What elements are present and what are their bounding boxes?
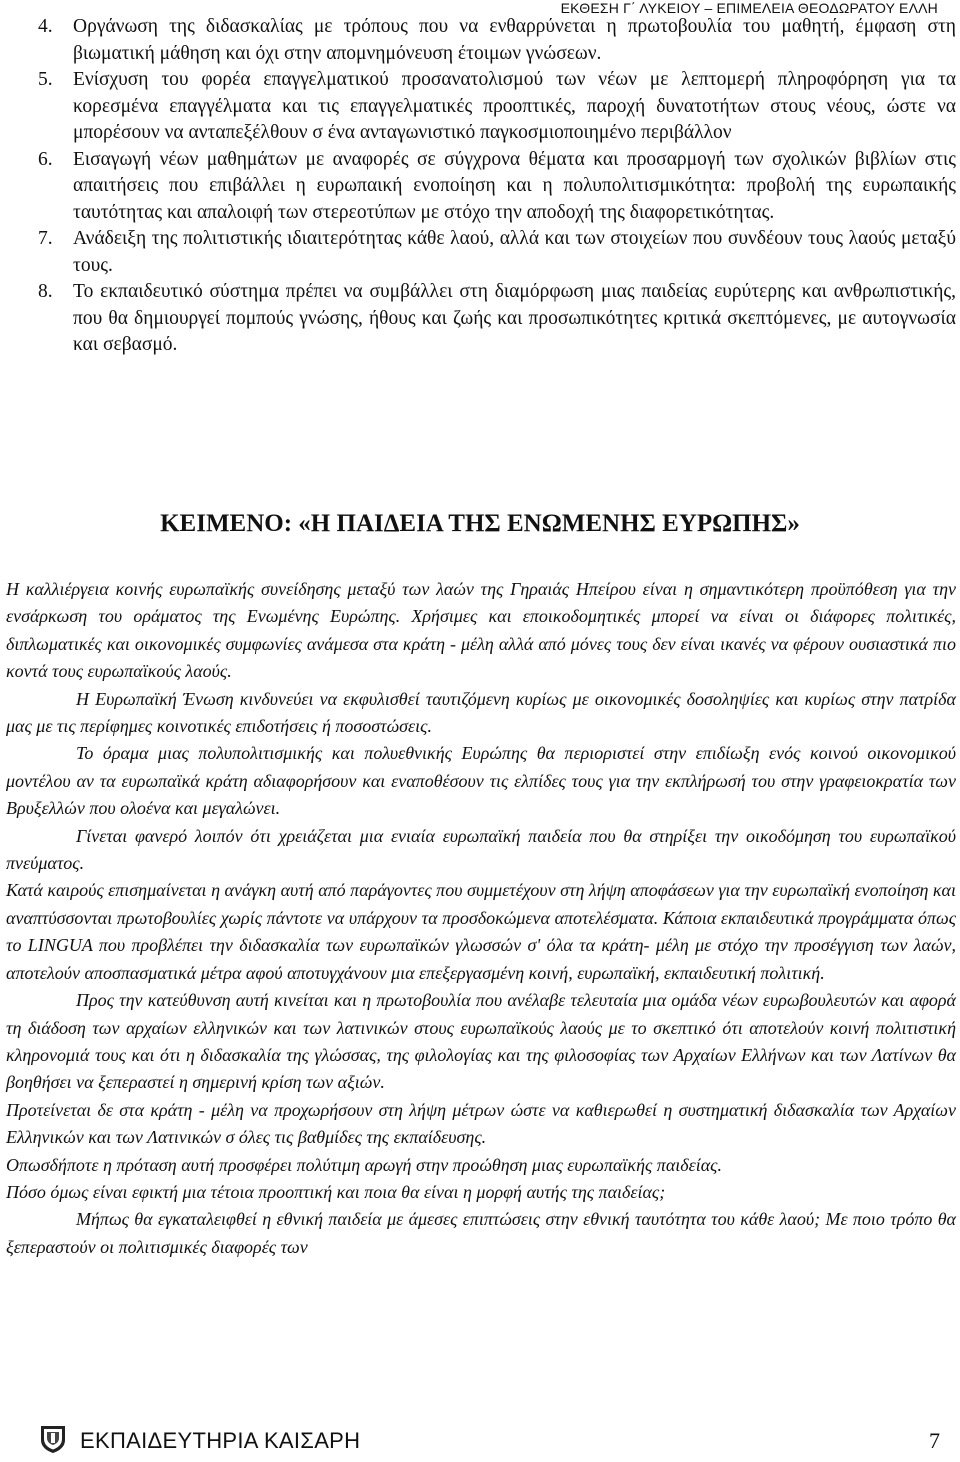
paragraph: Πόσο όμως είναι εφικτή μια τέτοια προοπτική και ποια θα είναι η μορφή αυτής της παιδείας; <box>6 1181 666 1202</box>
emblem-logo-icon <box>38 1424 68 1454</box>
list-text: Ανάδειξη της πολιτιστικής ιδιαιτερότητας κάθε λαού, αλλά και των στοιχείων που συνδέουν τους λαούς μεταξύ τους. <box>73 228 956 276</box>
list-item <box>38 14 956 67</box>
paragraph: Οπωσδήποτε η πρόταση αυτή προσφέρει πολύτιμη αρωγή στην προώθηση μιας ευρωπαϊκής παιδείας. <box>6 1154 722 1175</box>
page-number: 7 <box>929 1428 940 1453</box>
measures-list <box>38 14 956 359</box>
running-header: ΕΚΘΕΣΗ Γ΄ ΛΥΚΕΙΟΥ – ΕΠΙΜΕΛΕΙΑ ΘΕΟΔΩΡΑΤΟΥ ΕΛΛΗ <box>560 0 938 16</box>
list-text: Το εκπαιδευτικό σύστημα πρέπει να συμβάλλει στη διαμόρφωση μιας παιδείας ευρύτερης και ανθρωπιστικής, που θα δημιουργεί πομπούς γνώσης, ήθους και ζωής και προσωπικότητες κριτικά σκεπτόμενες, με αυτογνωσία και σεβασμό. <box>73 281 956 355</box>
paragraph: Προτείνεται δε στα κράτη - μέλη να προχωρήσουν στη λήψη μέτρων ώστε να καθιερωθεί η συστηματική διδασκαλία των Αρχαίων Ελληνικών και των Λατινικών σ όλες τις βαθμίδες της εκπαίδευσης. <box>6 1099 956 1148</box>
text-title: ΚΕΙΜΕΝΟ: «Η ΠΑΙΔΕΙΑ ΤΗΣ ΕΝΩΜΕΝΗΣ ΕΥΡΩΠΗΣ» <box>160 510 800 537</box>
paragraph: Γίνεται φανερό λοιπόν ότι χρειάζεται μια ενιαία ευρωπαϊκή παιδεία που θα στηρίξει την οικοδόμηση του ευρωπαϊκού πνεύματος. <box>6 825 956 874</box>
list-number: 6. <box>38 148 53 170</box>
list-text: Οργάνωση της διδασκαλίας με τρόπους που να ενθαρρύνεται η πρωτοβουλία του μαθητή, έμφαση στη βιωματική μάθηση και όχι στην απομνημόνευση έτοιμων γνώσεων. <box>73 16 956 64</box>
list-number: 7. <box>38 228 53 249</box>
paragraph: Μήπως θα εγκαταλειφθεί η εθνική παιδεία με άμεσες επιπτώσεις στην εθνική ταυτότητα του κάθε λαού; Με ποιο τρόπο θα ξεπεραστούν οι πολιτισμικές διαφορές των <box>6 1209 956 1257</box>
list-item <box>38 147 956 227</box>
list-text: Εισαγωγή νέων μαθημάτων με αναφορές σε σύγχρονα θέματα και προσαρμογή των σχολικών βιβλίων στις απαιτήσεις που επιβάλλει η ευρωπαική ενοποίηση και η πολυπολιτισμικότητα: προβολή της ευρωπαικής ταυτότητας και απαλοιφή των στερεοτύπων με στόχο την αποδοχή της διαφορετικότητας. <box>73 148 956 223</box>
list-item <box>38 67 956 147</box>
paragraph: Το όραμα μιας πολυπολιτισμικής και πολυεθνικής Ευρώπης θα περιοριστεί στην επιδίωξη ενός κοινού οικονομικού μοντέλου αν τα ευρωπαϊκά κράτη αδιαφορήσουν και εναποθέσουν τις ελπίδες τους για την εκπλήρωσή του στην γραφειοκρατία των Βρυξελλών που ολοένα και μεγαλώνει. <box>6 743 956 819</box>
list-item <box>38 279 956 359</box>
list-number: 8. <box>38 281 53 302</box>
list-item <box>38 226 956 279</box>
list-text: Ενίσχυση του φορέα επαγγελματικού προσανατολισμού των νέων με λεπτομερή πληροφόρηση για τα κορεσμένα επαγγέλματα και τις επαγγελματικές προοπτικές, παροχή δυνατοτήτων στους νέους, ώστε να μπορέσουν να ανταπεξέλθουν σ ένα ανταγωνιστικό παγκοσμιοποιημένο περιβάλλον <box>73 69 956 143</box>
page-footer <box>6 1424 954 1456</box>
paragraph: Η Ευρωπαϊκή Ένωση κινδυνεύει να εκφυλισθεί ταυτιζόμενη κυρίως με οικονομικές δοσοληψίες και κυρίως στην πατρίδα μας με τις περίφημες κοινοτικές επιδοτήσεις ή ποσοστώσεις. <box>6 688 956 737</box>
school-name: ΕΚΠΑΙΔΕΥΤΗΡΙΑ ΚΑΙΣΑΡΗ <box>80 1428 361 1453</box>
paragraph: Προς την κατεύθυνση αυτή κινείται και η πρωτοβουλία που ανέλαβε τελευταία μια ομάδα νέων ευρωβουλευτών και αφορά τη διάδοση των αρχαίων ελληνικών και των λατινικών στους ευρωπαϊκούς λαούς με το σκεπτικό ότι αποτελούν κοινή πολιτιστική κληρονομιά τους και ότι η διδασκαλία της γλώσσας, της φιλολογίας και της φιλοσοφίας των Αρχαίων Ελλήνων και των Λατίνων θα βοηθήσει να ξεπεραστεί η σημερινή κρίση των αξιών. <box>6 990 956 1093</box>
list-number: 5. <box>38 69 53 90</box>
paragraph: Κατά καιρούς επισημαίνεται η ανάγκη αυτή από παράγοντες που συμμετέχουν στη λήψη αποφάσεων για την ευρωπαϊκή ενοποίηση και αναπτύσσονται πρωτοβουλίες χωρίς πάντοτε να υπάρχουν τα προσδοκώμενα αποτελέσματα. Κάποια εκπαιδευτικά προγράμματα όπως το LINGUA που προβλέπει την διδασκαλία των ευρωπαϊκών γλωσσών σ' όλα τα κράτη- μέλη με στόχο την προσέγγιση των λαών, αποτελούν αποσπασματικά μέτρα αφού αποτυγχάνουν μια επεξεργασμένη κοινή, ευρωπαϊκή, εκπαιδευτική πολιτική. <box>6 880 956 983</box>
paragraph: Η καλλιέργεια κοινής ευρωπαϊκής συνείδησης μεταξύ των λαών της Γηραιάς Ηπείρου είναι η σημαντικότερη προϋπόθεση για την ενσάρκωση του οράματος της Ενωμένης Ευρώπης. Χρήσιμες και εποικοδομητικές μπορεί να είναι οι διάφορες πολιτικές, διπλωματικές και οικονομικές συμφωνίες ανάμεσα στα κράτη - μέλη αλλά από μόνες τους δεν είναι ικανές να φέρουν ουσιαστικά πιο κοντά τους ευρωπαϊκούς λαούς. <box>6 579 956 682</box>
list-number: 4. <box>38 16 53 37</box>
article-body <box>6 576 956 1261</box>
